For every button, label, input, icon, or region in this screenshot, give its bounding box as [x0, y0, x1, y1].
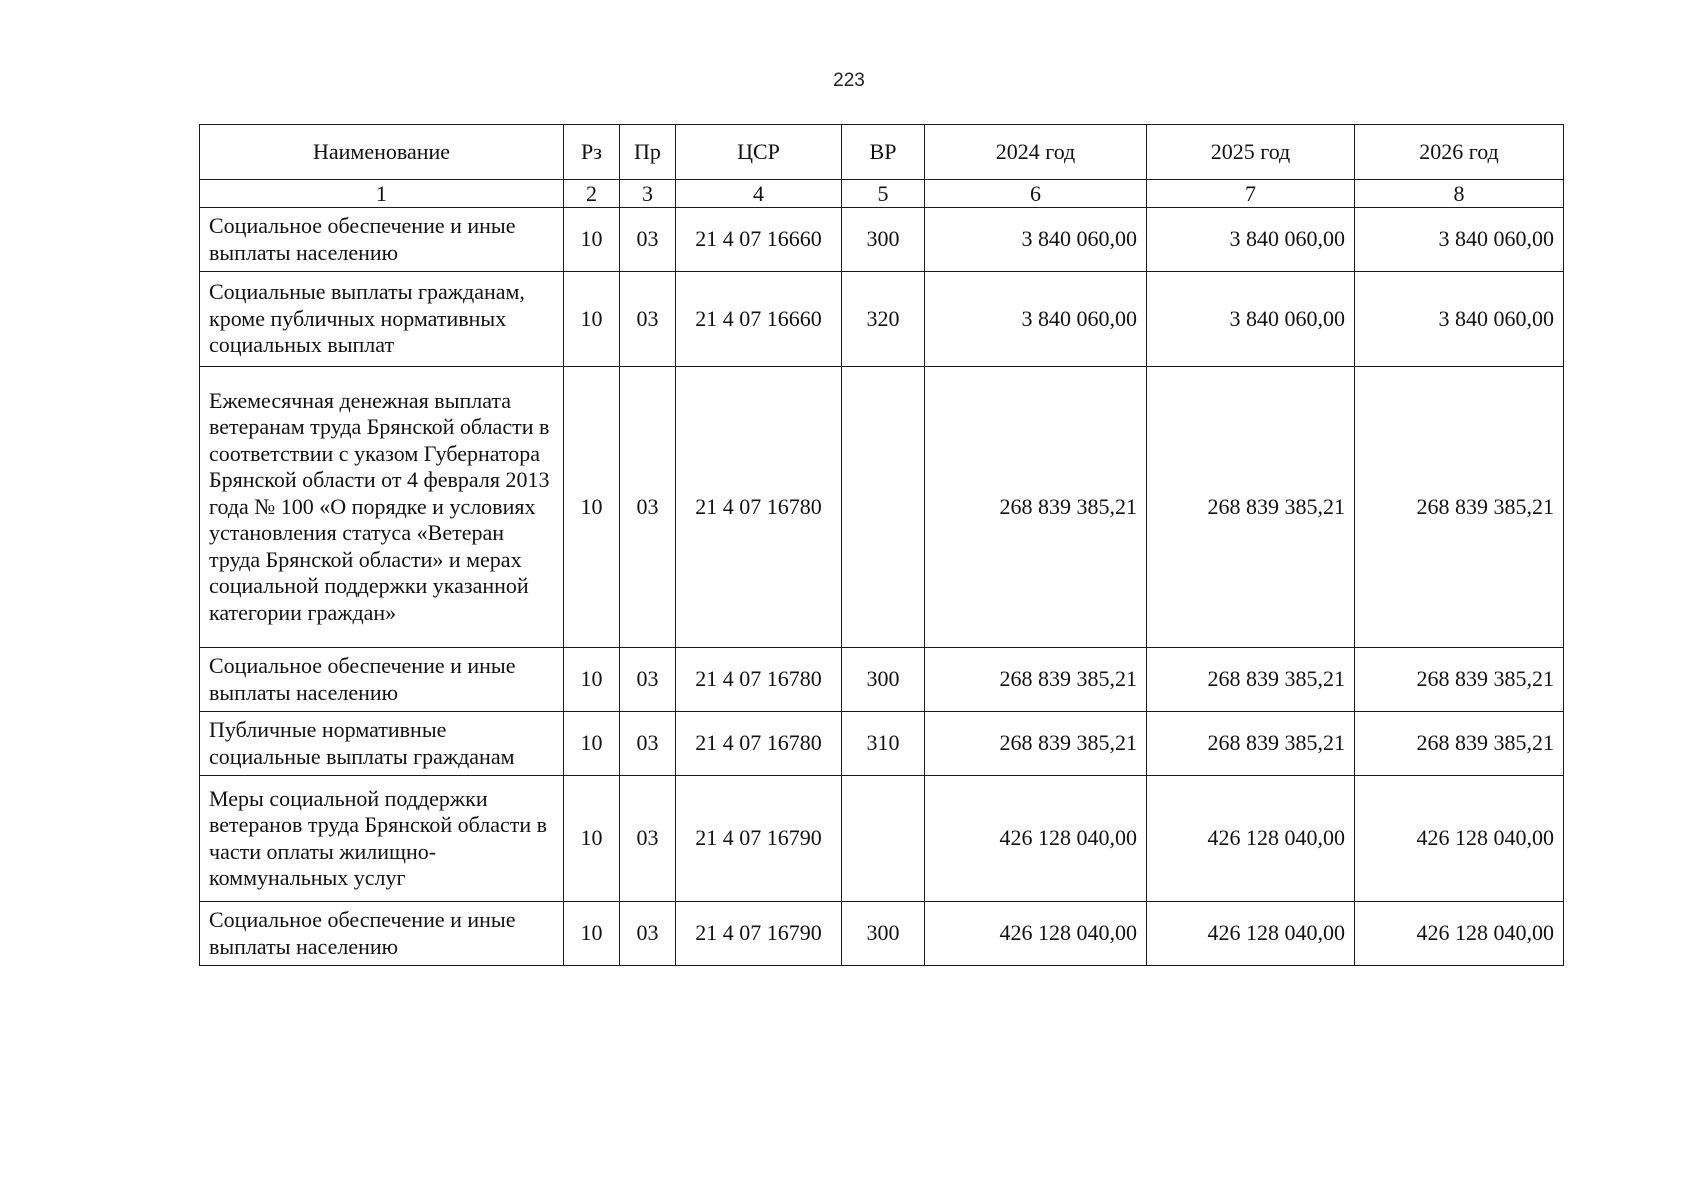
column-number: 8: [1355, 180, 1564, 208]
row-name: Социальное обеспечение и иные выплаты населению: [200, 208, 564, 272]
row-name: Социальные выплаты гражданам, кроме публичных нормативных социальных выплат: [200, 272, 564, 367]
page-number: 223: [833, 70, 865, 91]
header-csr: ЦСР: [676, 125, 842, 180]
header-2026: 2026 год: [1355, 125, 1564, 180]
row-rz: 10: [564, 272, 620, 367]
column-numbering-row: [200, 180, 1564, 208]
column-number: 1: [200, 180, 564, 208]
row-amount-2024: 426 128 040,00: [925, 902, 1147, 966]
row-amount-2026: 3 840 060,00: [1355, 272, 1564, 367]
row-csr: 21 4 07 16660: [676, 272, 842, 367]
row-amount-2024: 426 128 040,00: [925, 776, 1147, 902]
header-2024: 2024 год: [925, 125, 1147, 180]
header-name: Наименование: [200, 125, 564, 180]
row-name: Ежемесячная денежная выплата ветеранам труда Брянской области в соответствии с указом Губернатора Брянской области от 4 февраля 2013 года № 100 «О порядке и условиях установления статуса «Ветеран труда Брянской области» и мерах социальной поддержки указанной категории граждан»: [200, 367, 564, 648]
row-name: Социальное обеспечение и иные выплаты населению: [200, 902, 564, 966]
table-row: [200, 902, 1564, 966]
row-amount-2026: 268 839 385,21: [1355, 648, 1564, 712]
row-amount-2025: 3 840 060,00: [1147, 272, 1355, 367]
header-vr: ВР: [842, 125, 925, 180]
row-name: Публичные нормативные социальные выплаты гражданам: [200, 712, 564, 776]
row-csr: 21 4 07 16780: [676, 648, 842, 712]
row-amount-2026: 268 839 385,21: [1355, 712, 1564, 776]
row-pr: 03: [620, 902, 676, 966]
row-amount-2024: 3 840 060,00: [925, 272, 1147, 367]
row-rz: 10: [564, 776, 620, 902]
table-row: [200, 776, 1564, 902]
column-number: 5: [842, 180, 925, 208]
row-pr: 03: [620, 712, 676, 776]
row-amount-2026: 268 839 385,21: [1355, 367, 1564, 648]
row-vr: 310: [842, 712, 925, 776]
header-2025: 2025 год: [1147, 125, 1355, 180]
row-amount-2025: 3 840 060,00: [1147, 208, 1355, 272]
row-amount-2026: 426 128 040,00: [1355, 776, 1564, 902]
column-number: 7: [1147, 180, 1355, 208]
row-csr: 21 4 07 16790: [676, 902, 842, 966]
row-vr: [842, 367, 925, 648]
row-amount-2026: 3 840 060,00: [1355, 208, 1564, 272]
row-amount-2026: 426 128 040,00: [1355, 902, 1564, 966]
row-csr: 21 4 07 16790: [676, 776, 842, 902]
row-vr: 300: [842, 208, 925, 272]
row-name: Социальное обеспечение и иные выплаты населению: [200, 648, 564, 712]
row-csr: 21 4 07 16780: [676, 367, 842, 648]
row-csr: 21 4 07 16780: [676, 712, 842, 776]
table-row: [200, 208, 1564, 272]
table-row: [200, 367, 1564, 648]
row-amount-2025: 426 128 040,00: [1147, 776, 1355, 902]
row-pr: 03: [620, 272, 676, 367]
row-rz: 10: [564, 712, 620, 776]
row-vr: 320: [842, 272, 925, 367]
row-amount-2025: 426 128 040,00: [1147, 902, 1355, 966]
row-amount-2024: 268 839 385,21: [925, 712, 1147, 776]
row-rz: 10: [564, 902, 620, 966]
table-row: [200, 712, 1564, 776]
column-number: 3: [620, 180, 676, 208]
row-vr: 300: [842, 648, 925, 712]
header-rz: Рз: [564, 125, 620, 180]
column-number: 4: [676, 180, 842, 208]
column-number: 6: [925, 180, 1147, 208]
row-amount-2024: 3 840 060,00: [925, 208, 1147, 272]
row-amount-2024: 268 839 385,21: [925, 648, 1147, 712]
row-pr: 03: [620, 367, 676, 648]
row-rz: 10: [564, 208, 620, 272]
row-rz: 10: [564, 648, 620, 712]
row-pr: 03: [620, 648, 676, 712]
row-vr: 300: [842, 902, 925, 966]
row-vr: [842, 776, 925, 902]
header-row: [200, 125, 1564, 180]
row-pr: 03: [620, 776, 676, 902]
header-pr: Пр: [620, 125, 676, 180]
row-rz: 10: [564, 367, 620, 648]
row-amount-2024: 268 839 385,21: [925, 367, 1147, 648]
column-number: 2: [564, 180, 620, 208]
row-csr: 21 4 07 16660: [676, 208, 842, 272]
row-name: Меры социальной поддержки ветеранов труда Брянской области в части оплаты жилищно-коммунальных услуг: [200, 776, 564, 902]
row-pr: 03: [620, 208, 676, 272]
budget-table: [199, 124, 1564, 966]
table-row: [200, 272, 1564, 367]
row-amount-2025: 268 839 385,21: [1147, 712, 1355, 776]
row-amount-2025: 268 839 385,21: [1147, 648, 1355, 712]
table-row: [200, 648, 1564, 712]
row-amount-2025: 268 839 385,21: [1147, 367, 1355, 648]
